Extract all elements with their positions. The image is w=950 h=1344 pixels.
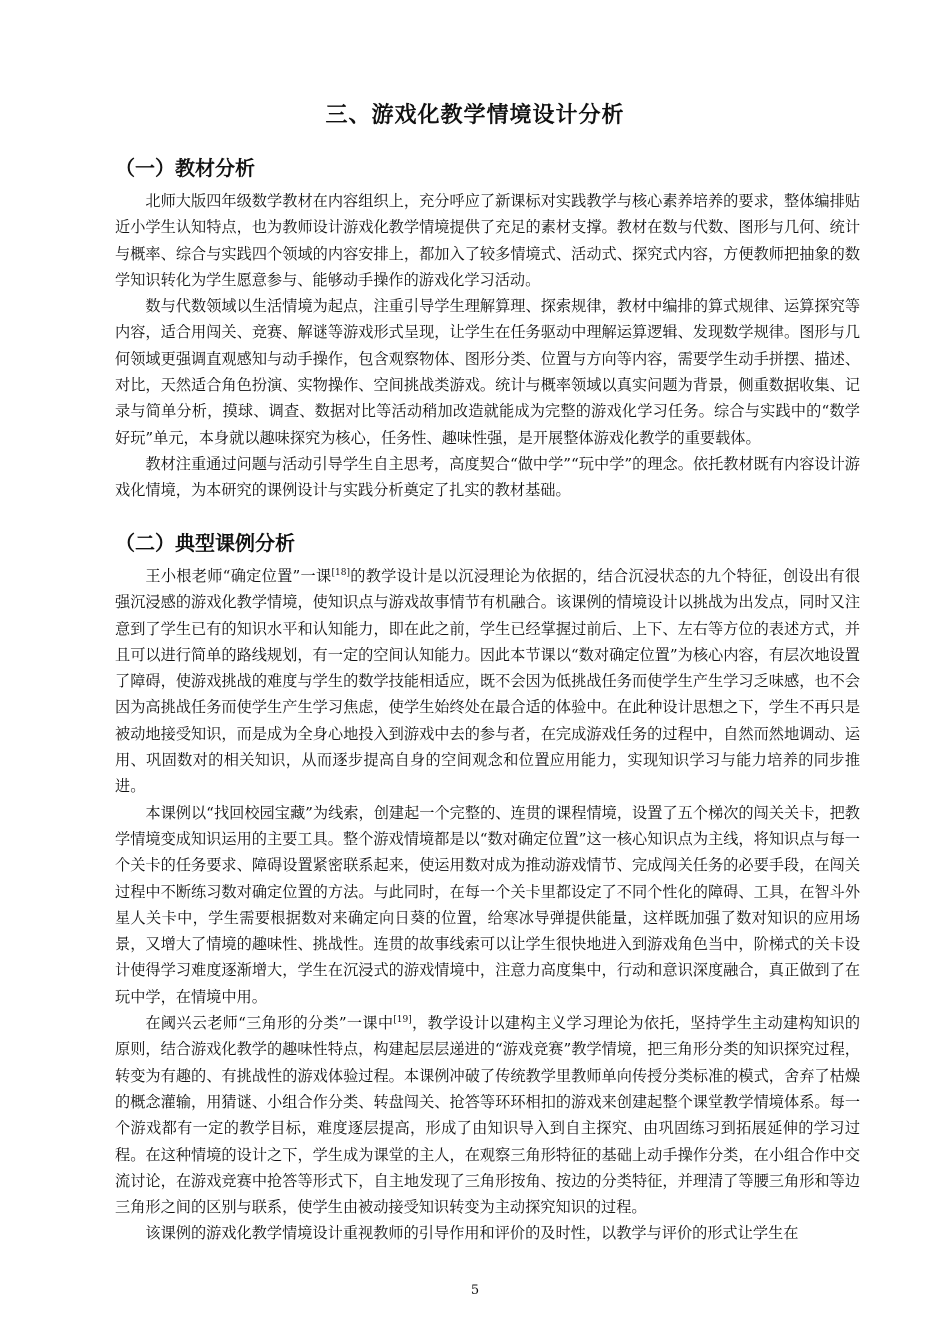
section-heading-case-analysis: （二）典型课例分析 bbox=[115, 531, 295, 555]
paragraph-text: 在阈兴云老师“三角形的分类”一课中 bbox=[145, 1014, 394, 1033]
paragraph: 教材注重通过问题与活动引导学生自主思考，高度契合“做中学”“玩中学”的理念。依托教材既有内容设计游戏化情境，为本研究的课例设计与实践分析奠定了扎实的教材基础。 bbox=[115, 454, 860, 500]
chapter-title: 三、游戏化教学情境设计分析 bbox=[325, 103, 625, 128]
section-body-case-analysis bbox=[115, 563, 860, 1247]
paragraph: 本课例以“找回校园宝藏”为线索，创建起一个完整的、连贯的课程情境，设置了五个梯次的闯关关卡，把教学情境变成知识运用的主要工具。整个游戏情境都是以“数对确定位置”这一核心知识点为主线，将知识点与每一个关卡的任务要求、障碍设置紧密联系起来，使运用数对成为推动游戏情节、完成闯关任务的必要手段，在闯关过程中不断练习数对确定位置的方法。与此同时，在每一个关卡里都设定了不同个性化的障碍、工具，在智斗外星人关卡中，学生需要根据数对来确定向日葵的位置，给寒冰导弹提供能量，这样既加强了数对知识的应用场景，又增大了情境的趣味性、挑战性。连贯的故事线索可以让学生很快地进入到游戏角色当中，阶梯式的关卡设计使得学习难度逐渐增大，学生在沉浸式的游戏情境中，注意力高度集中，行动和意识深度融合，真正做到了在玩中学，在情境中用。 bbox=[115, 803, 860, 1006]
citation-ref: [18] bbox=[331, 567, 350, 578]
paragraph: 该课例的游戏化教学情境设计重视教师的引导作用和评价的及时性，以教学与评价的形式让学生在 bbox=[145, 1224, 799, 1243]
paragraph-text: 的教学设计是以沉浸理论为依据的，结合沉浸状态的九个特征，创设出有很强沉浸感的游戏化教学情境，使知识点与游戏故事情节有机融合。该课例的情境设计以挑战为出发点，同时又注意到了学生已有的知识水平和认知能力，即在此之前，学生已经掌握过前后、上下、左右等方位的表述方式，并且可以进行简单的路线规划，有一定的空间认知能力。因此本节课以“数对确定位置”为核心内容，有层次地设置了障碍，使游戏挑战的难度与学生的数学技能相适应，既不会因为低挑战任务而使学生产生学习乏味感，也不会因为高挑战任务而使学生产生学习焦虑，使学生始终处在最合适的体验中。在此种设计思想之下，学生不再只是被动地接受知识，而是成为全身心地投入到游戏中去的参与者，在完成游戏任务的过程中，自然而然地调动、运用、巩固数对的相关知识，从而逐步提高自身的空间观念和位置应用能力，实现知识学习与能力培养的同步推进。 bbox=[115, 567, 861, 796]
paragraph bbox=[115, 1010, 860, 1220]
section-heading-textbook-analysis: （一）教材分析 bbox=[115, 156, 255, 180]
paragraph: 北师大版四年级数学教材在内容组织上，充分呼应了新课标对实践教学与核心素养培养的要求，整体编排贴近小学生认知特点，也为教师设计游戏化教学情境提供了充足的素材支撑。教材在数与代数、图形与几何、统计与概率、综合与实践四个领域的内容安排上，都加入了较多情境式、活动式、探究式内容，方便教师把抽象的数学知识转化为学生愿意参与、能够动手操作的游戏化学习活动。 bbox=[115, 192, 860, 289]
citation-ref: [19] bbox=[393, 1014, 412, 1025]
section-body-textbook-analysis bbox=[115, 188, 860, 504]
paragraph: 数与代数领域以生活情境为起点，注重引导学生理解算理、探索规律，教材中编排的算式规律、运算探究等内容，适合用闯关、竞赛、解谜等游戏形式呈现，让学生在任务驱动中理解运算逻辑、发现数学规律。图形与几何领域更强调直观感知与动手操作，包含观察物体、图形分类、位置与方向等内容，需要学生动手拼摆、描述、对比，天然适合角色扮演、实物操作、空间挑战类游戏。统计与概率领域以真实问题为背景，侧重数据收集、记录与简单分析，摸球、调查、数据对比等活动稍加改造就能成为完整的游戏化学习任务。综合与实践中的“数学好玩”单元，本身就以趣味探究为核心，任务性、趣味性强，是开展整体游戏化教学的重要载体。 bbox=[115, 297, 860, 447]
paragraph-text: ，教学设计以建构主义学习理论为依托，坚持学生主动建构知识的原则，结合游戏化教学的趣味性特点，构建起层层递进的“游戏竞赛”教学情境，把三角形分类的知识探究过程，转变为有趣的、有挑战性的游戏体验过程。本课例冲破了传统教学里教师单向传授分类标准的模式，舍弃了枯燥的概念灌输，用猜谜、小组合作分类、转盘闯关、抢答等环环相扣的游戏来创建起整个课堂教学情境体系。每一个游戏都有一定的教学目标，难度逐层提高，形成了由知识导入到自主探究、由巩固练习到拓展延伸的学习过程。在这种情境的设计之下，学生成为课堂的主人，在观察三角形特征的基础上动手操作分类，在小组合作中交流讨论，在游戏竞赛中抢答等形式下，自主地发现了三角形按角、按边的分类特征，并理清了等腰三角形和等边三角形之间的区别与联系，使学生由被动接受知识转变为主动探究知识的过程。 bbox=[115, 1014, 861, 1217]
paragraph bbox=[115, 563, 860, 800]
paragraph-text: 王小根老师“确定位置”一课 bbox=[145, 567, 332, 585]
page-number: 5 bbox=[470, 1283, 480, 1298]
